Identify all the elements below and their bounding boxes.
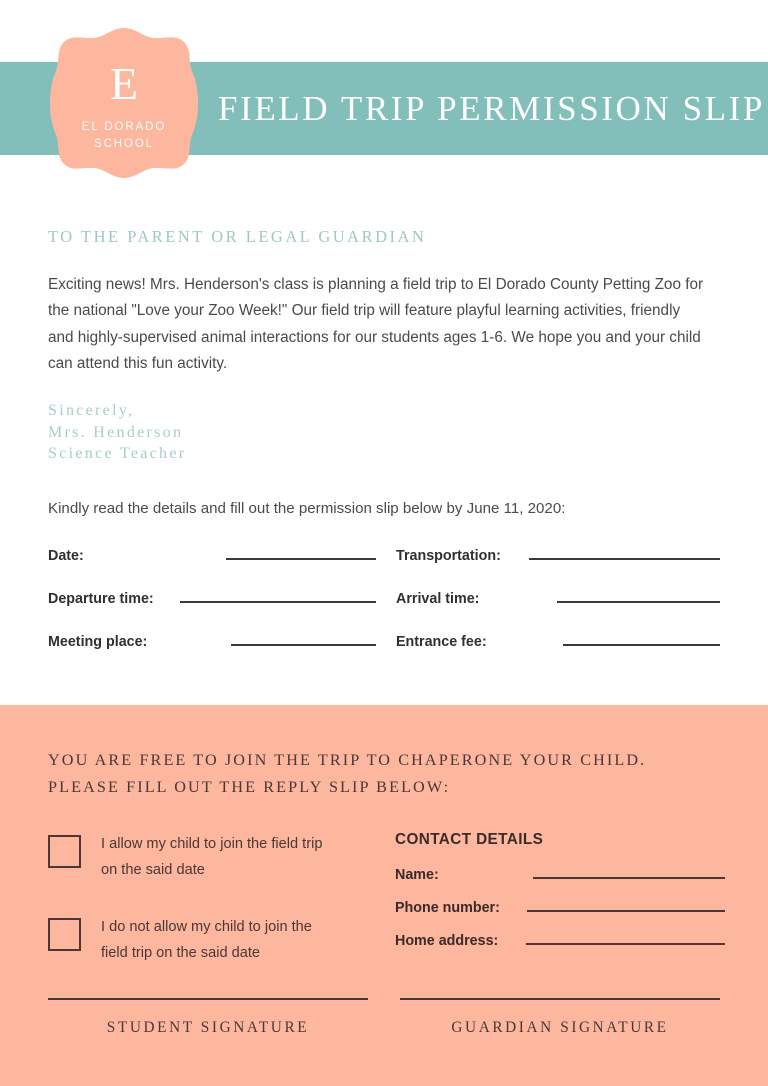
permission-options (48, 831, 368, 997)
option-not-allow-label: I do not allow my child to join the field trip on the said date (101, 919, 312, 961)
contact-phone-label: Phone number: (395, 900, 500, 916)
field-date-input[interactable] (226, 558, 376, 560)
reply-slip-heading (48, 747, 646, 801)
trip-details-form (48, 548, 720, 677)
field-date-label: Date: (48, 548, 84, 564)
guardian-signature-block (400, 998, 720, 1037)
contact-details-title: CONTACT DETAILS (395, 831, 544, 848)
contact-address-label: Home address: (395, 933, 499, 949)
detail-row (48, 634, 720, 677)
contact-address-input[interactable] (526, 943, 725, 945)
sign-off-closing: Sincerely, (48, 402, 135, 419)
student-signature-block (48, 998, 368, 1037)
contact-name-label: Name: (395, 867, 439, 883)
detail-row (48, 548, 720, 591)
letter-body-text: Exciting news! Mrs. Henderson's class is planning a field trip to El Dorado County Petting Zoo for the national "Love your Zoo Week!" Our field trip will feature playful learning activities, friendly and highly-supervised animal interactions for our students ages 1-6. We hope you and your child can attend this fun activity. (48, 276, 704, 373)
contact-row (395, 933, 725, 966)
reply-slip-heading-line-2: PLEASE FILL OUT THE REPLY SLIP BELOW: (48, 778, 451, 796)
sign-off-role: Science Teacher (48, 445, 187, 462)
detail-row (48, 591, 720, 634)
student-signature-line[interactable] (48, 998, 368, 1000)
field-entrance-fee-input[interactable] (563, 644, 720, 646)
page-title: FIELD TRIP PERMISSION SLIP (218, 88, 765, 128)
contact-row (395, 867, 725, 900)
field-departure-time-input[interactable] (180, 601, 376, 603)
contact-details-form (395, 831, 725, 966)
field-meeting-place-input[interactable] (231, 644, 376, 646)
field-meeting-place-label: Meeting place: (48, 634, 148, 650)
salutation-heading: TO THE PARENT OR LEGAL GUARDIAN (48, 227, 427, 246)
field-departure-time-label: Departure time: (48, 591, 154, 607)
contact-phone-input[interactable] (527, 910, 725, 912)
field-arrival-time-input[interactable] (557, 601, 720, 603)
student-signature-label: STUDENT SIGNATURE (106, 1019, 310, 1036)
reply-slip-heading-line-1: YOU ARE FREE TO JOIN THE TRIP TO CHAPERONE YOUR CHILD. (48, 751, 647, 769)
field-departure-time (48, 591, 396, 607)
field-meeting-place (48, 634, 396, 650)
contact-name-input[interactable] (533, 877, 725, 879)
option-not-allow[interactable] (48, 914, 368, 966)
field-transportation-label: Transportation: (396, 548, 501, 564)
field-transportation-input[interactable] (529, 558, 720, 560)
checkbox-not-allow[interactable] (48, 918, 81, 951)
badge-school-name (82, 119, 166, 152)
signature-row (48, 998, 720, 1037)
badge-letter: E (109, 57, 139, 109)
contact-row (395, 900, 725, 933)
sign-off-name: Mrs. Henderson (48, 423, 184, 441)
reply-slip-section (0, 705, 768, 1086)
school-logo-badge (48, 26, 200, 181)
badge-school-line-1: EL DORADO (81, 120, 167, 133)
badge-school-line-2: SCHOOL (94, 137, 154, 150)
checkbox-allow[interactable] (48, 835, 81, 868)
field-entrance-fee (396, 634, 720, 650)
field-arrival-time (396, 591, 720, 607)
option-allow[interactable] (48, 831, 368, 883)
instruction-text: Kindly read the details and fill out the permission slip below by June 11, 2020: (48, 500, 566, 517)
field-date (48, 548, 396, 564)
sign-off-block (48, 400, 186, 465)
option-allow-label: I allow my child to join the field trip on the said date (101, 836, 323, 878)
field-arrival-time-label: Arrival time: (396, 591, 480, 607)
field-entrance-fee-label: Entrance fee: (396, 634, 487, 650)
guardian-signature-label: GUARDIAN SIGNATURE (451, 1019, 669, 1036)
guardian-signature-line[interactable] (400, 998, 720, 1000)
field-transportation (396, 548, 720, 564)
